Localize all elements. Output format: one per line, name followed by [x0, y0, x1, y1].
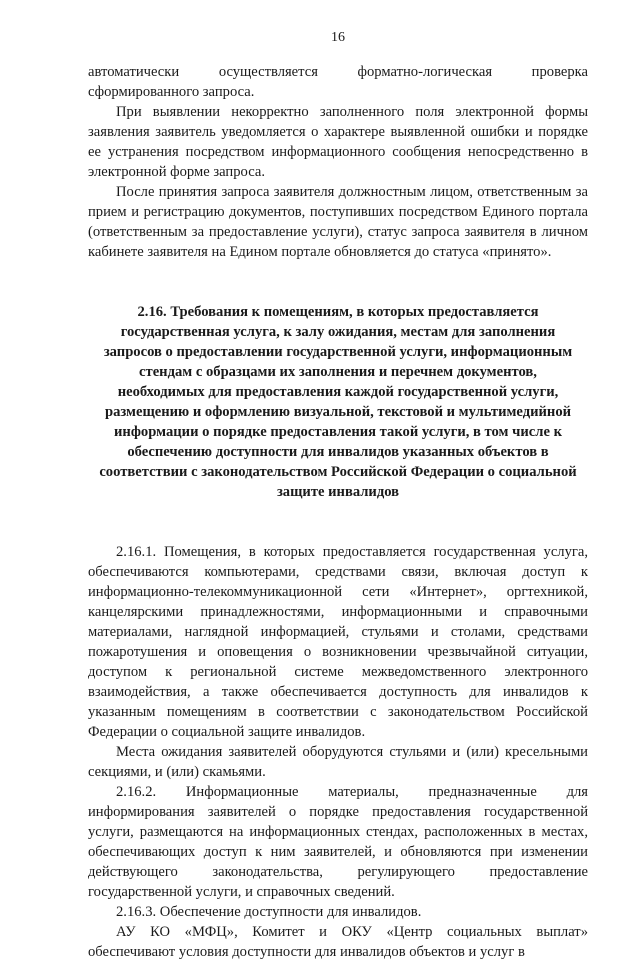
paragraph-continuation: автоматически осуществляется форматно-логическая проверка сформированного запроса.: [88, 64, 588, 100]
paragraph-2-16-1: 2.16.1. Помещения, в которых предоставляется государственная услуга, обеспечиваются компьютерами, средствами связи, включая доступ к информационно-телекоммуникационной сети «Интернет», оргтехникой, канцелярскими принадлежностями, информационными и справочными материалами, наглядной информацией, стульями и столами, средствами пожаротушения и оповещения о возникновении чрезвычайной ситуации, доступом к региональной системе межведомственного электронного взаимодействия, а также обеспечивается доступность для инвалидов к указанным помещениям в соответствии с законодательством Российской Федерации о социальной защите инвалидов.: [88, 544, 588, 740]
paragraph-accessibility-conditions: АУ КО «МФЦ», Комитет и ОКУ «Центр социальных выплат» обеспечивают условия доступности для инвалидов объектов и услуг в: [88, 924, 588, 960]
spacer: [88, 502, 588, 522]
paragraph-2-16-3: 2.16.3. Обеспечение доступности для инвалидов.: [116, 904, 422, 920]
paragraph-request-status: После принятия запроса заявителя должностным лицом, ответственным за прием и регистрацию документов, поступивших посредством Единого портала (ответственным за предоставление услуги), статус запроса заявителя в личном кабинете заявителя на Едином портале обновляется до статуса «принято».: [88, 184, 588, 260]
paragraph-error-notification: При выявлении некорректно заполненного поля электронной формы заявления заявитель уведомляется о характере выявленной ошибки и порядке ее устранения посредством информационного сообщения непосредственно в электронной форме запроса.: [88, 104, 588, 180]
spacer: [88, 522, 588, 542]
page-number: 16: [331, 30, 345, 45]
paragraph-waiting-places: Места ожидания заявителей оборудуются стульями и (или) кресельными секциями, и (или) скамьями.: [88, 744, 588, 780]
spacer: [88, 282, 588, 302]
section-heading-2-16: 2.16. Требования к помещениям, в которых предоставляется государственная услуга, к залу ожидания, местам для заполнения запросов о предоставлении государственной услуги, информационным стендам с образцами их заполнения и перечнем документов, необходимых для предоставления каждой государственной услуги, размещению и оформлению визуальной, текстовой и мультимедийной информации о порядке предоставления такой услуги, в том числе к обеспечению доступности для инвалидов указанных объектов в соответствии с законодательством Российской Федерации о социальной защите инвалидов: [99, 304, 577, 500]
spacer: [88, 262, 588, 282]
paragraph-2-16-2: 2.16.2. Информационные материалы, предназначенные для информирования заявителей о порядке предоставления государственной услуги, размещаются на информационных стендах, расположенных в местах, обеспечивающих доступ к ним заявителей, и обновляются при изменении действующего законодательства, регулирующего предоставление государственной услуги, и справочных сведений.: [88, 784, 588, 900]
